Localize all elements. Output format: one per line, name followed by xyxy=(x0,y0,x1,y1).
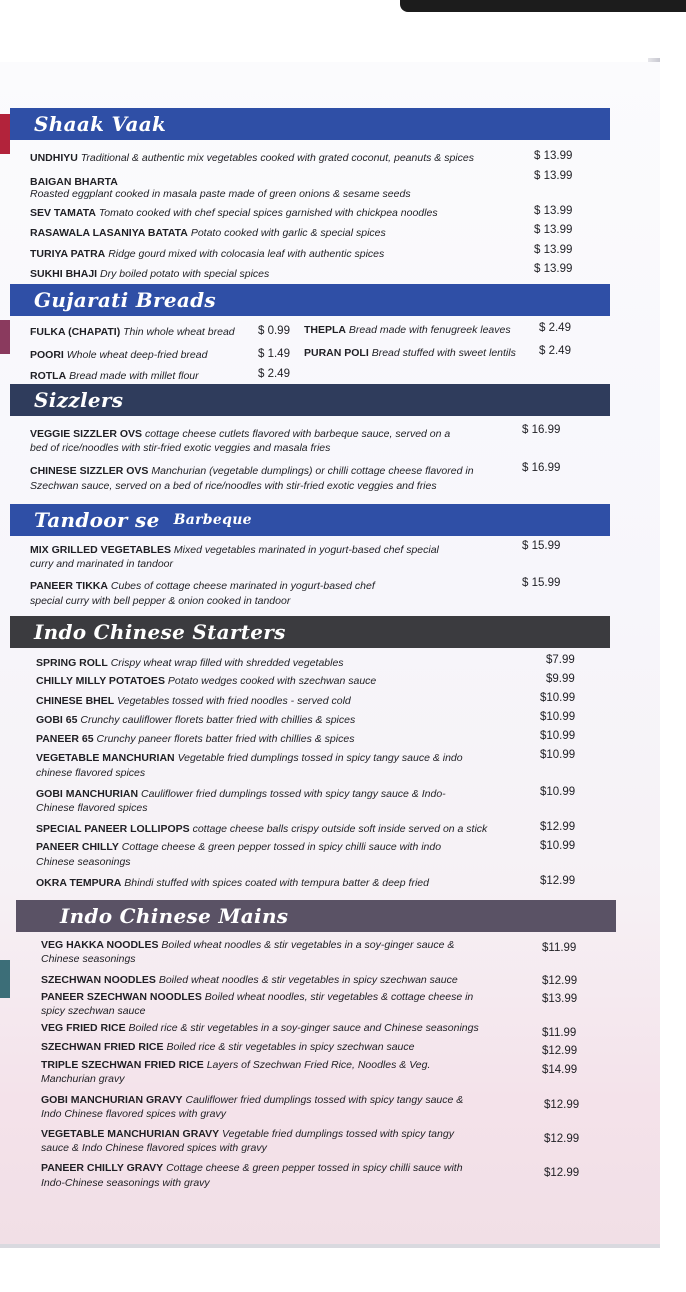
item-name: VEGGIE SIZZLER OVS xyxy=(30,428,143,440)
menu-item xyxy=(36,657,344,670)
item-desc: Bhindi stuffed with spices coated with tempura batter & deep fried xyxy=(124,877,429,889)
item-desc: Ridge gourd mixed with colocasia leaf with authentic spices xyxy=(108,248,385,260)
item-price: $ 16.99 xyxy=(522,462,561,474)
menu-item xyxy=(36,841,441,854)
section-title: Indo Chinese Mains xyxy=(60,904,289,928)
item-price: $ 16.99 xyxy=(522,424,561,436)
item-desc: Szechwan sauce, served on a bed of rice/noodles with stir-fried exotic veggies and fries xyxy=(30,480,437,492)
menu-item-desc-line xyxy=(36,856,131,869)
item-name: RASAWALA LASANIYA BATATA xyxy=(30,227,188,239)
item-desc: Chinese flavored spices xyxy=(36,802,148,814)
item-name: SZECHWAN FRIED RICE xyxy=(41,1041,164,1053)
section-title: Gujarati Breads xyxy=(34,288,216,312)
item-name: CHINESE SIZZLER OVS xyxy=(30,465,149,477)
item-name: ROTLA xyxy=(30,370,67,382)
menu-item-desc-line xyxy=(41,953,136,966)
item-name: PURAN POLI xyxy=(304,347,369,359)
menu-item xyxy=(30,152,474,165)
menu-item xyxy=(36,714,355,727)
item-price: $14.99 xyxy=(542,1064,578,1076)
menu-item-desc-line xyxy=(30,480,437,493)
item-name: SZECHWAN NOODLES xyxy=(41,974,156,986)
menu-item xyxy=(304,324,511,337)
menu-item-desc-line xyxy=(41,1108,226,1121)
item-price: $ 2.49 xyxy=(258,368,290,380)
item-price: $ 2.49 xyxy=(539,322,571,334)
device-status-bar xyxy=(400,0,686,12)
menu-item xyxy=(36,752,463,765)
item-desc: Crunchy cauliflower florets batter fried with chillies & spices xyxy=(80,714,356,726)
sheet-bottom-edge xyxy=(0,1244,660,1248)
item-name: GOBI MANCHURIAN GRAVY xyxy=(41,1094,183,1106)
item-name: VEGETABLE MANCHURIAN xyxy=(36,752,175,764)
section-header-shaak-vaak xyxy=(10,108,610,140)
item-desc: Chinese seasonings xyxy=(36,856,131,868)
item-name: UNDHIYU xyxy=(30,152,78,164)
item-desc: Whole wheat deep-fried bread xyxy=(66,349,208,361)
menu-item xyxy=(36,695,351,708)
section-subtitle: Barbeque xyxy=(173,512,252,528)
item-desc: cottage cheese balls crispy outside soft inside served on a stick xyxy=(192,823,488,835)
section-title: Tandoor se xyxy=(34,508,160,532)
edge-swatch-purple xyxy=(0,320,10,354)
item-desc: Dry boiled potato with special spices xyxy=(100,268,270,280)
item-price: $11.99 xyxy=(542,942,577,954)
edge-swatch-teal xyxy=(0,960,10,998)
item-name: PANEER 65 xyxy=(36,733,94,745)
item-desc: Bread stuffed with sweet lentils xyxy=(371,347,516,359)
menu-item xyxy=(30,428,450,441)
item-price: $ 13.99 xyxy=(534,205,573,217)
item-price: $10.99 xyxy=(540,840,576,852)
item-name: FULKA (CHAPATI) xyxy=(30,326,121,338)
item-price: $ 13.99 xyxy=(534,263,573,275)
item-desc: Crunchy paneer florets batter fried with chillies & spices xyxy=(96,733,355,745)
menu-item xyxy=(304,347,516,360)
item-price: $ 13.99 xyxy=(534,244,573,256)
item-price: $12.99 xyxy=(542,1045,578,1057)
item-desc: Manchurian (vegetable dumplings) or chilli cottage cheese flavored in xyxy=(151,465,474,477)
section-header-tandoor xyxy=(10,504,610,536)
item-desc: Indo-Chinese seasonings with gravy xyxy=(41,1177,210,1189)
item-price: $10.99 xyxy=(540,711,576,723)
item-desc: Bread made with fenugreek leaves xyxy=(348,324,511,336)
section-title: Indo Chinese Starters xyxy=(34,620,286,644)
section-header-gujarati-breads xyxy=(10,284,610,316)
menu-item-desc-line xyxy=(30,442,330,455)
item-name: VEG FRIED RICE xyxy=(41,1022,126,1034)
item-price: $10.99 xyxy=(540,730,576,742)
menu-item xyxy=(41,939,454,952)
item-desc: Thin whole wheat bread xyxy=(123,326,235,338)
item-price: $ 2.49 xyxy=(539,345,571,357)
menu-item-desc-line xyxy=(36,767,145,780)
menu-item xyxy=(30,268,269,281)
menu-item xyxy=(41,1041,414,1054)
item-price: $ 15.99 xyxy=(522,577,561,589)
item-name: PANEER TIKKA xyxy=(30,580,108,592)
item-desc: Boiled rice & stir vegetables in spicy szechwan sauce xyxy=(166,1041,415,1053)
item-price: $12.99 xyxy=(544,1099,580,1111)
item-price: $10.99 xyxy=(540,692,576,704)
item-name: SPRING ROLL xyxy=(36,657,108,669)
item-price: $ 0.99 xyxy=(258,325,290,337)
item-price: $12.99 xyxy=(540,821,576,833)
menu-item-desc-line xyxy=(30,558,173,571)
item-price: $12.99 xyxy=(544,1133,580,1145)
menu-item-desc-line xyxy=(41,1005,145,1018)
section-title: Sizzlers xyxy=(34,388,124,412)
section-header-sizzlers xyxy=(10,384,610,416)
menu-item xyxy=(36,788,446,801)
menu-item xyxy=(30,370,199,383)
menu-item-desc-line xyxy=(30,595,290,608)
item-desc: Cottage cheese & green pepper tossed in spicy chilli sauce with xyxy=(166,1162,463,1174)
menu-item xyxy=(36,733,354,746)
menu-item-desc-line xyxy=(41,1177,210,1190)
item-desc: Chinese seasonings xyxy=(41,953,136,965)
section-title: Shaak Vaak xyxy=(34,112,167,136)
item-desc: Manchurian gravy xyxy=(41,1073,125,1085)
item-desc: Boiled wheat noodles & stir vegetables in a soy-ginger sauce & xyxy=(161,939,455,951)
item-price: $ 13.99 xyxy=(534,224,573,236)
item-price: $ 13.99 xyxy=(534,170,573,182)
item-name: SEV TAMATA xyxy=(30,207,96,219)
item-desc: Cubes of cottage cheese marinated in yogurt-based chef xyxy=(110,580,375,592)
item-desc: Layers of Szechwan Fried Rice, Noodles & Veg. xyxy=(206,1059,431,1071)
menu-item-desc-line xyxy=(36,802,147,815)
menu-item xyxy=(41,1022,479,1035)
menu-item xyxy=(36,877,429,890)
menu-item xyxy=(41,974,458,987)
item-name: PANEER CHILLY GRAVY xyxy=(41,1162,164,1174)
menu-item-desc-line xyxy=(41,1073,124,1086)
item-desc: sauce & Indo Chinese flavored spices with gravy xyxy=(41,1142,267,1154)
item-name: OKRA TEMPURA xyxy=(36,877,122,889)
menu-item xyxy=(36,675,376,688)
menu-item xyxy=(41,1094,463,1107)
item-desc: Vegetable fried dumplings tossed in spicy tangy sauce & indo xyxy=(177,752,463,764)
item-price: $10.99 xyxy=(540,786,576,798)
item-desc: spicy szechwan sauce xyxy=(41,1005,146,1017)
item-desc: Crispy wheat wrap filled with shredded vegetables xyxy=(110,657,344,669)
menu-item xyxy=(41,1162,463,1175)
item-desc: Potato wedges cooked with szechwan sauce xyxy=(167,675,377,687)
item-price: $12.99 xyxy=(540,875,576,887)
item-name: VEG HAKKA NOODLES xyxy=(41,939,159,951)
item-name: CHINESE BHEL xyxy=(36,695,115,707)
menu-item xyxy=(30,248,384,261)
menu-item-desc-line xyxy=(41,1142,267,1155)
item-name: SUKHI BHAJI xyxy=(30,268,98,280)
item-desc: Cauliflower fried dumplings tossed with spicy tangy sauce & xyxy=(185,1094,464,1106)
item-desc: Tomato cooked with chef special spices garnished with chickpea noodles xyxy=(98,207,438,219)
item-name: GOBI MANCHURIAN xyxy=(36,788,139,800)
item-price: $ 13.99 xyxy=(534,150,573,162)
section-header-indo-chinese-mains xyxy=(16,900,616,932)
item-desc: Boiled wheat noodles & stir vegetables in spicy szechwan sauce xyxy=(158,974,458,986)
item-desc: chinese flavored spices xyxy=(36,767,146,779)
item-name: PANEER CHILLY xyxy=(36,841,119,853)
item-name: PANEER SZECHWAN NOODLES xyxy=(41,991,202,1003)
menu-item xyxy=(30,544,439,557)
item-desc: curry and marinated in tandoor xyxy=(30,558,173,570)
menu-item xyxy=(30,207,438,220)
item-name: BAIGAN BHARTA xyxy=(30,176,118,188)
item-name: POORI xyxy=(30,349,64,361)
item-desc: Potato cooked with garlic & special spices xyxy=(190,227,386,239)
item-name: TRIPLE SZECHWAN FRIED RICE xyxy=(41,1059,204,1071)
menu-item xyxy=(30,227,386,240)
item-desc: Boiled wheat noodles, stir vegetables & cottage cheese in xyxy=(204,991,474,1003)
item-price: $11.99 xyxy=(542,1027,577,1039)
menu-item xyxy=(30,580,375,593)
section-header-indo-chinese-starters xyxy=(10,616,610,648)
menu-item xyxy=(36,823,487,836)
item-desc: cottage cheese cutlets flavored with barbeque sauce, served on a xyxy=(144,428,451,440)
item-price: $9.99 xyxy=(546,673,575,685)
item-desc: Vegetables tossed with fried noodles - served cold xyxy=(117,695,351,707)
item-name: GOBI 65 xyxy=(36,714,78,726)
item-desc: special curry with bell pepper & onion cooked in tandoor xyxy=(30,595,291,607)
item-desc: Vegetable fried dumplings tossed with spicy tangy xyxy=(222,1128,454,1140)
item-name: VEGETABLE MANCHURIAN GRAVY xyxy=(41,1128,220,1140)
item-price: $12.99 xyxy=(542,975,578,987)
item-desc: Cottage cheese & green pepper tossed in spicy chilli sauce with indo xyxy=(121,841,442,853)
menu-item-desc-line xyxy=(30,188,411,201)
item-desc: bed of rice/noodles with stir-fried exotic veggies and masala fries xyxy=(30,442,331,454)
item-price: $13.99 xyxy=(542,993,578,1005)
item-price: $12.99 xyxy=(544,1167,580,1179)
edge-swatch-red xyxy=(0,114,10,154)
item-name: SPECIAL PANEER LOLLIPOPS xyxy=(36,823,190,835)
item-name: THEPLA xyxy=(304,324,346,336)
item-price: $10.99 xyxy=(540,749,576,761)
item-name: MIX GRILLED VEGETABLES xyxy=(30,544,171,556)
item-price: $ 1.49 xyxy=(258,348,290,360)
item-name: CHILLY MILLY POTATOES xyxy=(36,675,165,687)
item-desc: Roasted eggplant cooked in masala paste made of green onions & sesame seeds xyxy=(30,188,411,200)
menu-page xyxy=(0,62,660,1244)
menu-item xyxy=(30,465,474,478)
item-desc: Boiled rice & stir vegetables in a soy-ginger sauce and Chinese seasonings xyxy=(128,1022,479,1034)
item-price: $ 15.99 xyxy=(522,540,561,552)
item-desc: Mixed vegetables marinated in yogurt-based chef special xyxy=(173,544,439,556)
item-desc: Indo Chinese flavored spices with gravy xyxy=(41,1108,227,1120)
menu-item xyxy=(30,326,235,339)
menu-item xyxy=(30,349,207,362)
menu-item xyxy=(41,1059,430,1072)
menu-item xyxy=(41,1128,454,1141)
menu-item xyxy=(41,991,473,1004)
item-desc: Cauliflower fried dumplings tossed with spicy tangy sauce & Indo- xyxy=(141,788,446,800)
item-desc: Traditional & authentic mix vegetables cooked with grated coconut, peanuts & spices xyxy=(80,152,474,164)
item-name: TURIYA PATRA xyxy=(30,248,106,260)
item-desc: Bread made with millet flour xyxy=(69,370,199,382)
item-price: $7.99 xyxy=(546,654,575,666)
